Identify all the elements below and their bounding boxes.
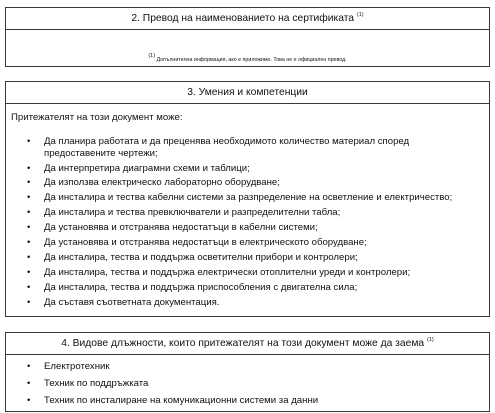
section-4-footnote-ref: (1): [427, 336, 434, 343]
list-item: • Да инсталира и тества превключватели и разпределителни табла;: [6, 207, 489, 219]
list-item: • Да инсталира, тества и поддържа електрически отоплителни уреди и контролери;: [6, 267, 489, 279]
list-item: • Техник по инсталиране на комуникационни системи за данни: [6, 395, 489, 407]
list-item: • Да използва електрическо лабораторно оборудване;: [6, 177, 489, 189]
section-4-heading-text: 4. Видове длъжности, които притежателят на този документ може да заема: [61, 338, 425, 349]
skills-competences-section: [5, 81, 490, 317]
section-2-footnote-ref: (1): [356, 11, 364, 18]
section-2-footnote: [6, 53, 489, 63]
footnote-text: Допълнителна информация, ако е приложимо. Това не е официален превод.: [156, 57, 347, 63]
section-4-heading: [6, 333, 489, 355]
list-item: • Електротехник: [6, 361, 489, 373]
list-item: • Да планира работата и да преценява необходимото количество материал според предоставените чертежи;: [6, 136, 489, 159]
list-item: • Да инсталира, тества и поддържа осветителни прибори и контролери;: [6, 252, 489, 264]
list-item: • Техник по поддръжката: [6, 378, 489, 390]
occupations-list: [6, 361, 489, 413]
skills-list: [6, 136, 489, 312]
list-item: • Да интерпретира диаграмни схеми и таблици;: [6, 163, 489, 175]
section-3-heading: 3. Умения и компетенции: [6, 82, 489, 104]
list-item: • Да установява и отстранява недостатъци в кабелни системи;: [6, 222, 489, 234]
list-item: • Да съставя съответната документация.: [6, 297, 489, 309]
list-item: • Да инсталира, тества и поддържа приспособления с двигателна сила;: [6, 282, 489, 294]
certificate-title-translation-section: [5, 7, 490, 67]
list-item: • Да установява и отстранява недостатъци в електрическото оборудване;: [6, 237, 489, 249]
occupations-section: [5, 332, 490, 412]
list-item: • Да инсталира и тества кабелни системи за разпределение на осветление и електричество;: [6, 192, 489, 204]
section-2-heading-text: 2. Превод на наименованието на сертификата: [131, 13, 355, 24]
skills-intro: Притежателят на този документ може:: [11, 112, 183, 123]
section-2-heading: [6, 8, 489, 30]
footnote-mark: (1): [148, 53, 156, 60]
